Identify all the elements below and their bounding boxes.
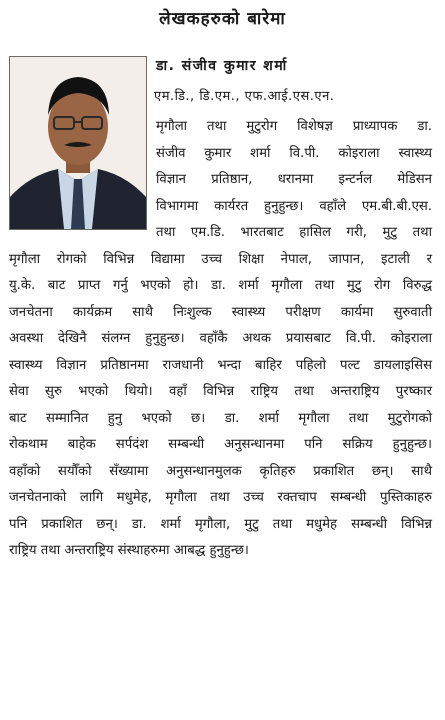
bio-line: स्वास्थ्य विज्ञान प्रतिष्ठानमा राजधानी भन्दा बाहिर पहिलो पल्ट डायलाइसिस [9,357,432,373]
bio-line: जनचेतना कार्यक्रम साथै निःशुल्क स्वास्थ्य परीक्षण कार्यमा सुरुवाती [9,304,432,320]
bio-line: जनचेतनाको लागि मधुमेह, मृगौला तथा उच्च रक्तचाप सम्बन्धी पुस्तिकाहरु [9,490,432,505]
bio-line: विभागमा कार्यरत हुनुहुन्छ। वहाँले एम.बी.बी.एस. [156,198,432,214]
bio-line: सेवा सुरु भएको थियो। वहाँ विभिन्न राष्ट्रिय तथा अन्तराष्ट्रिय पुरष्कार [9,384,432,399]
bio-line: मृगौला रोगको विभिन्न विद्यामा उच्च शिक्षा नेपाल, जापान, इटाली र [9,251,432,267]
bio-line: पनि प्रकाशित छन्। डा. शर्मा मृगौला, मुटु तथा मधुमेह सम्बन्धी विभिन्न [9,516,432,532]
bio-line: यु.के. बाट प्राप्त गर्नु भएको हो। डा. शर्मा मृगौला तथा मुटु रोग विरुद्ध [9,278,432,293]
page-title: लेखकहरुको बारेमा [159,9,286,29]
author-name: डा. संजीव कुमार शर्मा [156,58,288,74]
bio-line: तथा एम.डि. भारतबाट हासिल गरी, मुटु तथा [156,225,432,240]
bio-line: बाट सम्मानित हुनु भएको छ। डा. शर्मा मृगौला तथा मुटुरोगको [9,410,432,426]
author-photo [9,56,147,230]
bio-line: संजीव कुमार शर्मा वि.पी. कोइराला स्वास्थ्य [156,145,432,161]
bio-line: रोकथाम बाहेक सर्पदंश सम्बन्धी अनुसन्धानमा पनि सक्रिय हुनुहुन्छ। [9,437,432,452]
author-qualifications: एम.डि., डि.एम., एफ.आई.एस.एन. [154,89,335,104]
bio-line: विज्ञान प्रतिष्ठान, धरानमा इन्टर्नल मेडिसन [156,172,432,187]
bio-line: वहाँको सयौँको सँख्यामा अनुसन्धानमुलक कृतिहरु प्रकाशित छन्। साथै [9,463,432,479]
bio-line: राष्ट्रिय तथा अन्तराष्ट्रिय संस्थाहरुमा आबद्ध हुनुहुन्छ। [9,543,249,558]
bio-line: मृगौला तथा मुटुरोग विशेषज्ञ प्राध्यापक डा. [156,119,432,134]
bio-line: अवस्था देखिनै संलग्न हुनुहुन्छ। वहाँकै अथक प्रयासबाट वि.पी. कोइराला [9,331,432,346]
